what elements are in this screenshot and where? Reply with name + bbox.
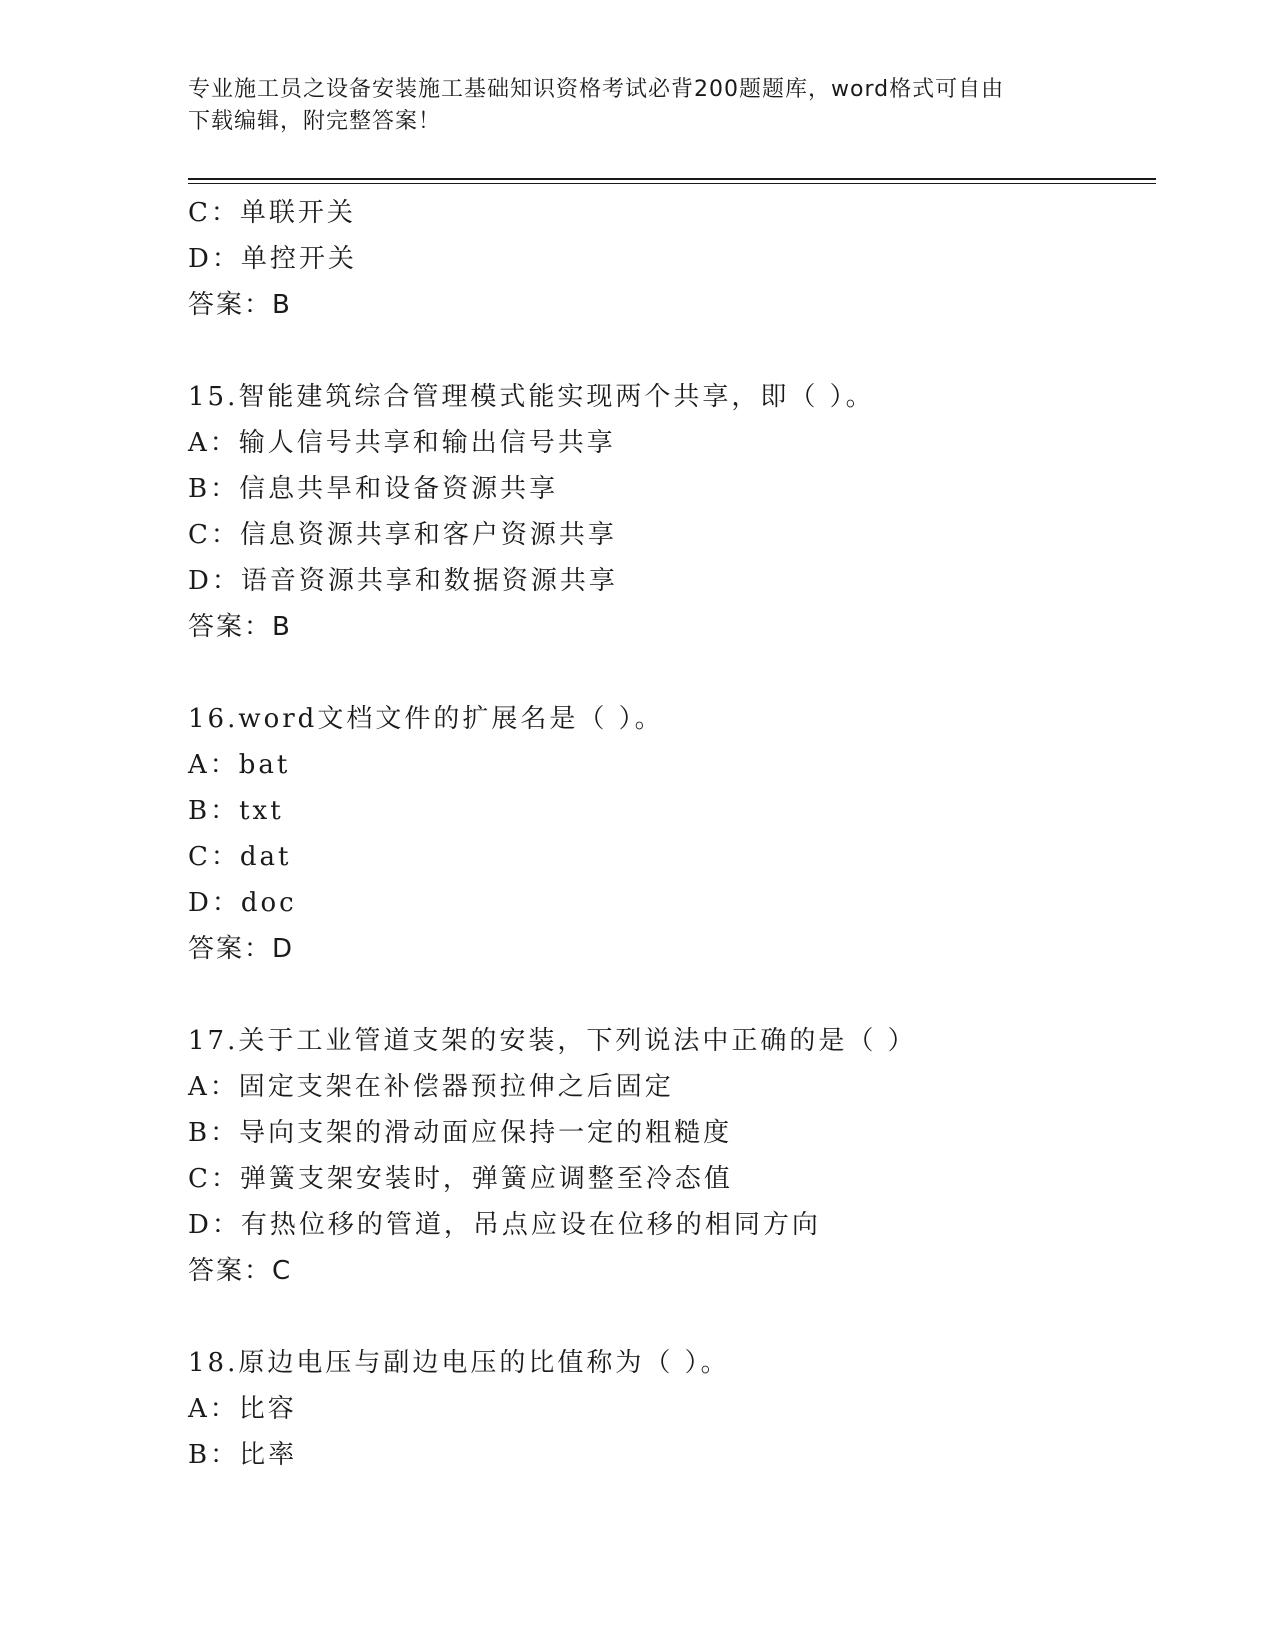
option-a: A：固定支架在补偿器预拉伸之后固定: [188, 1072, 674, 1102]
question-title: 18.原边电压与副边电压的比值称为（ ）。: [188, 1348, 730, 1378]
answer-line: 答案：C: [188, 1256, 293, 1286]
option-c: C：单联开关: [188, 198, 356, 228]
answer-line: 答案：B: [188, 612, 292, 642]
option-d: D：有热位移的管道，吊点应设在位移的相同方向: [188, 1210, 821, 1240]
question-title: 16.word文档文件的扩展名是（ ）。: [188, 704, 664, 734]
option-c: C：弹簧支架安装时，弹簧应调整至冷态值: [188, 1164, 733, 1194]
question-list: [188, 190, 1156, 1478]
spacer: [188, 328, 1156, 374]
option-a: A：输人信号共享和输出信号共享: [188, 428, 616, 458]
header-line-1: 专业施工员之设备安装施工基础知识资格考试必背200题题库，word格式可自由: [188, 77, 1005, 102]
question-title: 15.智能建筑综合管理模式能实现两个共享，即（ ）。: [188, 382, 875, 412]
question-block-16: [188, 696, 1156, 972]
option-a: A：bat: [188, 750, 291, 780]
option-c: C：信息资源共享和客户资源共享: [188, 520, 617, 550]
option-a: A：比容: [188, 1394, 297, 1424]
spacer: [188, 1294, 1156, 1340]
option-d: D：doc: [188, 888, 297, 918]
option-b: B：导向支架的滑动面应保持一定的粗糙度: [188, 1118, 733, 1148]
answer-line: 答案：B: [188, 290, 292, 320]
question-block-15: [188, 374, 1156, 650]
document-header: [188, 74, 1068, 138]
spacer: [188, 650, 1156, 696]
answer-line: 答案：D: [188, 934, 295, 964]
header-divider-thick: [188, 178, 1156, 180]
option-d: D：单控开关: [188, 244, 357, 274]
option-d: D：语音资源共享和数据资源共享: [188, 566, 618, 596]
option-b: B：比率: [188, 1440, 298, 1470]
option-b: B：txt: [188, 796, 284, 826]
header-line-2: 下载编辑，附完整答案！: [188, 109, 442, 134]
question-block-prev: [188, 190, 1156, 328]
option-b: B：信息共旱和设备资源共享: [188, 474, 559, 504]
question-block-18: [188, 1340, 1156, 1478]
option-c: C：dat: [188, 842, 292, 872]
question-block-17: [188, 1018, 1156, 1294]
spacer: [188, 972, 1156, 1018]
header-divider-thin: [188, 183, 1156, 184]
question-title: 17.关于工业管道支架的安装，下列说法中正确的是（ ）: [188, 1026, 917, 1056]
